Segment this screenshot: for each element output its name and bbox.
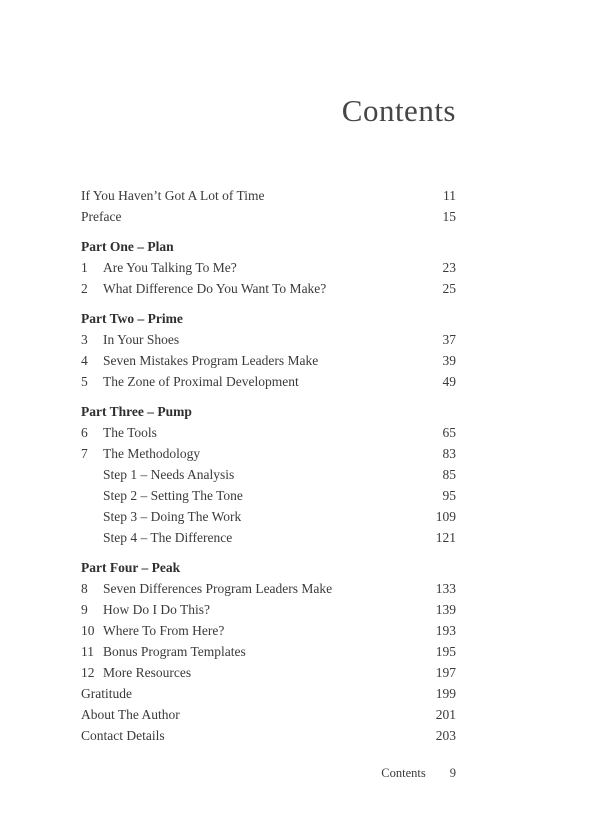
footer-page-number: 9 [449, 766, 456, 780]
toc-page-number: 95 [442, 488, 456, 503]
toc-page-number: 23 [442, 260, 456, 275]
toc-item-label: Seven Mistakes Program Leaders Make [103, 353, 319, 368]
toc-page-number: 201 [435, 707, 456, 722]
toc-row [81, 704, 456, 725]
toc-row [81, 599, 456, 620]
toc-chapter-number: 2 [81, 281, 88, 296]
toc-item-label: Step 4 – The Difference [103, 530, 233, 545]
toc-item-label: Bonus Program Templates [103, 644, 246, 659]
toc-chapter-number: 6 [81, 425, 88, 440]
toc-row [81, 662, 456, 683]
toc-item-label: Preface [81, 209, 122, 224]
toc-item-label: In Your Shoes [103, 332, 180, 347]
toc-item-label: Step 2 – Setting The Tone [103, 488, 243, 503]
toc-page-number: 121 [435, 530, 456, 545]
toc-row [81, 725, 456, 746]
footer-section-label: Contents [381, 766, 426, 780]
toc-chapter-number: 8 [81, 581, 88, 596]
toc-chapter-number: 9 [81, 602, 88, 617]
toc-chapter-number: 10 [81, 623, 95, 638]
toc-item-label: If You Haven’t Got A Lot of Time [81, 188, 265, 203]
toc-row [81, 371, 456, 392]
toc-page-number: 85 [442, 467, 456, 482]
toc-chapter-number: 1 [81, 260, 88, 275]
toc-part-heading: Part Four – Peak [81, 560, 181, 575]
toc-row [81, 257, 456, 278]
toc-item-label: How Do I Do This? [103, 602, 210, 617]
toc-item-label: The Tools [103, 425, 157, 440]
toc-chapter-number: 12 [81, 665, 95, 680]
toc-part-heading: Part Two – Prime [81, 311, 183, 326]
toc-item-label: Contact Details [81, 728, 165, 743]
toc-page-number: 133 [435, 581, 456, 596]
toc-page-number: 203 [435, 728, 456, 743]
toc-page-number: 37 [442, 332, 456, 347]
page-title: Contents [341, 93, 456, 128]
page-footer [81, 765, 456, 781]
toc-chapter-number: 4 [81, 353, 88, 368]
toc-page-number: 65 [442, 425, 456, 440]
toc-page-number: 109 [435, 509, 456, 524]
toc-page-number: 49 [442, 374, 456, 389]
toc-row [81, 683, 456, 704]
toc-page-number: 193 [435, 623, 456, 638]
toc-row [81, 443, 456, 464]
toc-row [81, 278, 456, 299]
toc-item-label: The Zone of Proximal Development [103, 374, 299, 389]
toc-chapter-number: 5 [81, 374, 88, 389]
toc-page-number: 15 [442, 209, 456, 224]
toc-item-label: Where To From Here? [103, 623, 225, 638]
toc-page-number: 139 [435, 602, 456, 617]
toc-content [81, 0, 456, 746]
toc-part-heading: Part Three – Pump [81, 404, 192, 419]
toc-row [81, 641, 456, 662]
toc-item-label: Seven Differences Program Leaders Make [103, 581, 333, 596]
toc-page-number: 11 [443, 188, 456, 203]
toc-item-label: Are You Talking To Me? [103, 260, 237, 275]
toc-row [81, 506, 456, 527]
toc-row [81, 185, 456, 206]
toc-chapter-number: 11 [81, 644, 94, 659]
toc-page-number: 195 [435, 644, 456, 659]
toc-row [81, 464, 456, 485]
toc-page-number: 199 [435, 686, 456, 701]
toc-list [81, 185, 456, 746]
toc-item-label: Gratitude [81, 686, 132, 701]
toc-page-number: 197 [435, 665, 456, 680]
toc-chapter-number: 3 [81, 332, 88, 347]
toc-item-label: What Difference Do You Want To Make? [103, 281, 327, 296]
toc-row [81, 206, 456, 227]
toc-row [81, 422, 456, 443]
toc-row [81, 578, 456, 599]
toc-item-label: About The Author [81, 707, 180, 722]
toc-row [81, 485, 456, 506]
toc-row [81, 329, 456, 350]
toc-item-label: Step 3 – Doing The Work [103, 509, 242, 524]
toc-row [81, 527, 456, 548]
toc-row [81, 350, 456, 371]
toc-part-heading: Part One – Plan [81, 239, 174, 254]
toc-page-number: 39 [442, 353, 456, 368]
toc-item-label: More Resources [103, 665, 192, 680]
toc-page-number: 83 [442, 446, 456, 461]
toc-item-label: The Methodology [103, 446, 201, 461]
toc-row [81, 620, 456, 641]
toc-chapter-number: 7 [81, 446, 88, 461]
toc-page-number: 25 [442, 281, 456, 296]
toc-item-label: Step 1 – Needs Analysis [103, 467, 235, 482]
